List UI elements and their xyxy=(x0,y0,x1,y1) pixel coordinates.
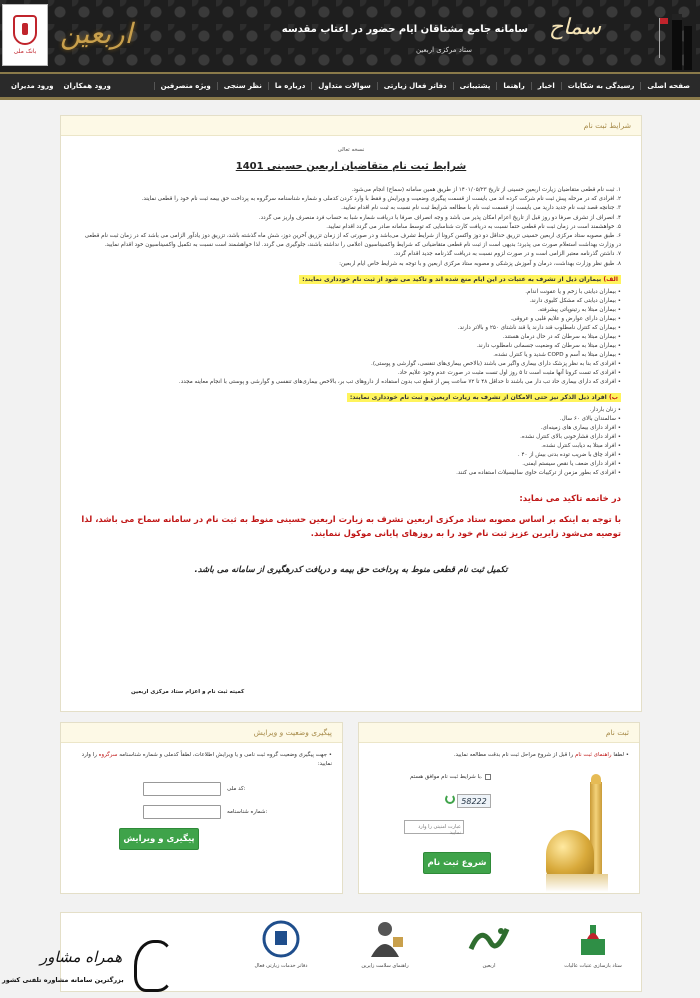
terms-panel xyxy=(60,115,642,712)
section-a-lead: الف) xyxy=(603,275,618,283)
header-subtitle: سامانه جامع مشتاقان ایام حضور در اعتاب مقدسه xyxy=(281,24,528,35)
section-b-text: افراد ذیل الذکر نیز حتی الامکان از تشرف به زیارت اربعین و ثبت نام خودداری نمایند: xyxy=(349,393,607,401)
flag-pole xyxy=(659,18,660,58)
offices-logo-icon xyxy=(259,919,303,959)
register-panel-title: ثبت نام xyxy=(359,723,639,743)
track-instructions: • جهت پیگیری وضعیت گروه ثبت نامی و یا ویرایش اطلاعات، لطفاً کدملی و شماره شناسنامه سرگروه را وارد نمایید: xyxy=(81,752,332,767)
list-b xyxy=(81,406,621,478)
rule-5: ۵. خواهشمند است در زمان ثبت نام قطعی حتماً نسبت به دریافت کارت شناسایی که توسط سامانه صادر می گردد اقدام نمایید. xyxy=(326,223,621,230)
list-b-item: • زنان باردار. xyxy=(81,406,621,415)
list-b-item: • افراد چاق با ضریب توده بدنی بیش از ۴۰ . xyxy=(81,451,621,460)
list-a-item: • بیماران دیابتی با زخم و یا عفونت اندام. xyxy=(81,288,621,297)
section-a-text: بیماران ذیل از تشرف به عتبات در این ایام منع شده اند و تاکید می شود از ثبت نام خودداری نمایند: xyxy=(302,275,602,283)
list-a-item: • بیماران دیابتی که مشکل کلیوی دارند. xyxy=(81,297,621,306)
id-number-label: شماره شناسنامه: xyxy=(227,809,268,815)
list-b-item: • افرادی که بطور مزمن از ترکیبات حاوی سالیسیلات استفاده می کنند. xyxy=(81,469,621,478)
header xyxy=(0,0,700,72)
list-b-item: • افراد دارای بیماری های زمینه‌ای. xyxy=(81,424,621,433)
final-heading: در خاتمه تاکید می نماید: xyxy=(519,493,621,504)
list-a-item: • بیماران مبتلا به رتینوپاتی پیشرفته. xyxy=(81,306,621,315)
register-instructions: • لطفا راهنمای ثبت نام را قبل از شروع مراحل ثبت نام بدقت مطالعه نمایید. xyxy=(453,752,629,758)
footer-label-arbaeen: اربعین xyxy=(482,963,496,969)
list-a-item: • افرادی که دارای بیماری حاد تب دار می باشند تا حداقل ۴۸ تا ۷۲ ساعت پس از قطع تب بدون استفاده از داروهای تب بر، بالاخص بیماری‌های تنفسی و گوارشی و پوستی با انجام معاینه مجدد. xyxy=(81,378,621,387)
rule-8: ۸. طبق نظر وزارت بهداشت، درمان و آموزش پزشکی و مصوبه ستاد مرکزی اربعین و با توجه به شرایط خاص ایام اربعین: xyxy=(339,260,621,267)
section-a-heading xyxy=(299,275,621,284)
start-registration-button[interactable]: شروع ثبت نام xyxy=(423,852,491,874)
footer-link-atabat[interactable] xyxy=(553,919,633,969)
samah-logo: سماح xyxy=(548,15,602,40)
track-text-red: سرگروه xyxy=(98,752,118,758)
signature: کمیته ثبت نام و اعزام ستاد مرکزی اربعین xyxy=(131,689,245,695)
nav-item-7[interactable]: درباره ما xyxy=(268,82,311,90)
tower-shape-2 xyxy=(684,26,692,70)
rules-list xyxy=(81,186,621,269)
atabat-logo-icon xyxy=(571,919,615,959)
tower-shape xyxy=(672,14,682,70)
final-note: تکمیل ثبت نام قطعی منوط به پرداخت حق بیمه و دریافت کدرهگیری از سامانه می باشد. xyxy=(194,563,508,574)
track-text-post: را وارد نمایید: xyxy=(81,752,332,767)
nav-item-6[interactable]: سوالات متداول xyxy=(311,82,376,90)
track-text-pre: جهت پیگیری وضعیت گروه ثبت نامی و یا ویرایش اطلاعات، لطفاً کدملی و شماره شناسنامه xyxy=(119,752,327,758)
terms-body xyxy=(61,136,641,574)
copy-note: نسخه تعالی xyxy=(337,147,365,153)
rule-3: ۳. جنانچه قصد ثبت نام جدید دارید می بایست از قسمت ثبت نام با مطالعه شرایط ثبت نام نسبت به ثبت نام اقدام نمایید. xyxy=(341,205,621,212)
register-text-pre: لطفا xyxy=(613,752,624,758)
list-a-item: • بیماران مبتلا به سرطان که وضعیت جسمانی نامطلوب دارند. xyxy=(81,342,621,351)
national-code-row xyxy=(143,782,245,796)
bank-logo[interactable] xyxy=(2,4,48,66)
national-code-input[interactable] xyxy=(143,782,221,796)
brand-name: همراه مشاور xyxy=(40,948,123,966)
agree-row xyxy=(410,774,491,780)
id-number-input[interactable] xyxy=(143,805,221,819)
footer-link-arbaeen[interactable] xyxy=(449,919,529,969)
national-code-label: کد ملی: xyxy=(227,786,246,792)
footer-label-offices: دفاتر خدمات زیارتی فعال xyxy=(254,963,308,969)
brand-tagline: بزرگترین سامانه مشاوره تلفنی کشور xyxy=(2,976,124,984)
nav-item-8[interactable]: نظر سنجی xyxy=(217,82,268,90)
captcha-input[interactable]: عبارت امنیتی را وارد نمایید xyxy=(404,820,464,834)
list-a-item: • بیماران مبتلا به سرطان که در حال درمان هستند. xyxy=(81,333,621,342)
shrine-image xyxy=(546,772,616,892)
refresh-captcha-icon[interactable] xyxy=(445,794,455,804)
nav-item-3[interactable]: راهنما xyxy=(496,82,530,90)
list-a-item: • افرادی که بنا به نظر پزشک دارای بیماری واگیر می باشند (بالاخص بیماری‌های تنفسی، گوارشی و پوستی). xyxy=(81,360,621,369)
footer-label-health: راهنمای سلامت زایرین xyxy=(361,963,409,969)
final-warning: با توجه به اینکه بر اساس مصوبه ستاد مرکزی اربعین تشرف به زیارت اربعین حسینی منوط به ثبت نام در سامانه سماح می باشد، لذا توصیه می‌شود زایرین عزیز ثبت نام خود را به روزهای پایانی موکول ننمایند. xyxy=(81,513,621,538)
nav-item-4[interactable]: پشتیبانی xyxy=(453,82,497,90)
list-b-item: • افراد مبتلا به دیابت کنترل نشده. xyxy=(81,442,621,451)
list-b-item: • سالمندان بالای ۶۰ سال. xyxy=(81,415,621,424)
captcha-image: 58222 xyxy=(457,794,491,808)
nav-item-5[interactable]: دفاتر فعال زیارتی xyxy=(377,82,453,90)
nav-login-1[interactable]: ورود مدیران xyxy=(11,81,54,90)
health-guide-logo-icon xyxy=(363,919,407,959)
shrine-dome-shape xyxy=(546,830,594,878)
list-a-item: • بیماران مبتلا به آسم و COPD شدید و یا کنترل نشده. xyxy=(81,351,621,360)
nav-login-group xyxy=(6,74,116,97)
arbaeen-calligraphy-logo: اربعین xyxy=(60,17,133,50)
main-nav xyxy=(0,72,700,100)
rule-1: ۱. ثبت نام قطعی متقاضیان زیارت اربعین حسینی از تاریخ ۱۴۰۱/۰۵/۲۳ از طریق همین سامانه (سماح) انجام می‌شود. xyxy=(351,187,621,193)
list-b-item: • افراد دارای فشارخونی بالای کنترل نشده. xyxy=(81,433,621,442)
list-a-item: • بیماران که کنترل نامطلوب قند دارند یا قند ناشتای ۲۵۰ و بالاتر دارند. xyxy=(81,324,621,333)
agree-checkbox[interactable] xyxy=(485,774,491,780)
track-edit-button[interactable]: پیگیری و ویرایش xyxy=(119,828,199,850)
nav-main-group xyxy=(154,74,696,97)
brand-head-icon xyxy=(134,940,174,992)
list-b-item: • افراد دارای ضعف یا نقص سیستم ایمنی. xyxy=(81,460,621,469)
list-a-item: • بیماران دارای عوارض و علایم قلبی و عروقی. xyxy=(81,315,621,324)
nav-item-1[interactable]: رسیدگی به شکایات xyxy=(561,82,641,90)
bank-name: بانک ملی xyxy=(13,48,37,55)
guide-link[interactable]: راهنمای ثبت نام xyxy=(574,752,612,758)
shrine-base-shape xyxy=(546,874,608,892)
footer-link-health[interactable] xyxy=(345,919,425,969)
rule-7: ۷. داشتن گذرنامه معتبر الزامی است و در صورت لزوم نسبت به دریافت گذرنامه جدید اقدام گردد. xyxy=(393,251,621,258)
minaret-icon xyxy=(650,4,696,70)
nav-login-0[interactable]: ورود همکاران xyxy=(63,81,111,90)
list-a xyxy=(81,288,621,387)
list-a-item: • افرادی که تست کرونا آنها مثبت است تا ۵ روز اول تست مثبت در صورت عدم وجود علایم حاد. xyxy=(81,369,621,378)
agree-label: با شرایط ثبت نام موافق هستم. xyxy=(410,774,483,780)
section-b-heading xyxy=(347,393,621,402)
footer-link-offices[interactable] xyxy=(241,919,321,969)
terms-title: شرایط ثبت نام متقاضیان اربعین حسینی 1401 xyxy=(235,161,467,172)
track-panel-title: پیگیری وضعیت و ویرایش xyxy=(61,723,342,743)
header-subtitle-2: ستاد مرکزی اربعین xyxy=(415,46,472,54)
nav-item-9[interactable]: ویژه منصرفین xyxy=(154,82,217,90)
rule-6: ۶. طبق مصوبه ستاد مرکزی اربعین حسینی تزریق حداقل دو دوز واکسن کرونا از شرایط تشرف می‌باشد و در صورتی که از زمان تزریق آخرین دوز، شش ماه گذشته باشد، تزریق دوز یادآور الزامی می باشد که در زمان ثبت نام قطعی در وزارت بهداشت استعلام صورت می پذیرد؛ بدیهی است از ثبت نام قطعی متقاضیانی که شرایط واکسیناسیون اعلامی را نداشته باشند، جلوگیری می گردد. لذا خواهشمند است نسبت به تکمیل واکسیناسیون خود اقدام نمایید. xyxy=(84,233,621,249)
rule-2: ۲. افرادی که در مرحله پیش ثبت نام شرکت کرده اند می بایست از قسمت پیگیری وضعیت و ویرایش و فقط با وارد کردن کدملی و شماره شناسنامه سرگروه به پرداخت حق بیمه ثبت نام خود را قطعی نمایند. xyxy=(141,196,621,203)
nav-item-0[interactable]: صفحه اصلی xyxy=(640,82,696,90)
nav-item-2[interactable]: اخبار xyxy=(531,82,561,90)
flag-icon xyxy=(660,18,668,24)
section-b-lead: ب) xyxy=(608,393,618,401)
rule-4: ۴. انصراف از تشرف صرفا دو روز قبل از تاریخ اعزام امکان پذیر می باشد و وجه انصراف صرفا با دریافت شماره شبا به حساب فرد منصرف واریز می گردد. xyxy=(258,214,621,221)
register-text-post: را قبل از شروع مراحل ثبت نام بدقت مطالعه نمایید. xyxy=(453,752,574,758)
terms-panel-title: شرایط ثبت نام xyxy=(61,116,641,136)
bank-emblem-icon xyxy=(13,15,37,45)
brand-watermark xyxy=(2,940,178,996)
id-number-row xyxy=(143,805,267,819)
arbaeen-logo-icon xyxy=(467,919,511,959)
footer-label-atabat: ستاد بازسازی عتبات عالیات xyxy=(564,963,622,969)
